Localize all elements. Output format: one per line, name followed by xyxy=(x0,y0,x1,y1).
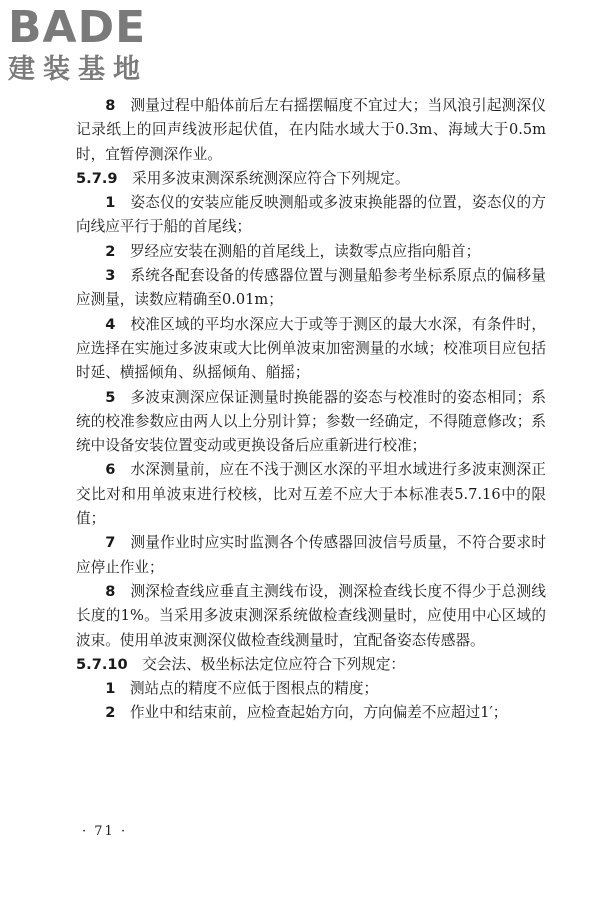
clause-number: 2 xyxy=(105,704,116,722)
clause-number: 5 xyxy=(105,388,116,406)
document-body xyxy=(76,94,546,726)
section-number: 5.7.9 xyxy=(76,169,118,187)
clause-number: 8 xyxy=(105,582,116,600)
clause-6 xyxy=(76,458,546,531)
clause-text: 姿态仪的安装应能反映测船或多波束换能器的位置，姿态仪的方向线应平行于船的首尾线； xyxy=(76,194,546,236)
clause-text: 测站点的精度不应低于图根点的精度； xyxy=(129,680,379,698)
section-text: 交会法、极坐标法定位应符合下列规定： xyxy=(142,655,406,673)
section-5-7-10 xyxy=(76,653,546,677)
clause-number: 1 xyxy=(105,680,116,698)
clause-8 xyxy=(76,94,546,167)
clause-text: 系统各配套设备的传感器位置与测量船参考坐标系原点的偏移量应测量，读数应精确至0.01m； xyxy=(76,267,546,309)
clause-number: 1 xyxy=(105,194,116,212)
section-text: 采用多波束测深系统测深应符合下列规定。 xyxy=(132,169,410,187)
clause-text: 多波束测深应保证测量时换能器的姿态与校准时的姿态相同；系统的校准参数应由两人以上分别计算；参数一经确定，不得随意修改；系统中设备安装位置变动或更换设备后应重新进行校准； xyxy=(76,388,546,455)
clause-1 xyxy=(76,677,546,701)
clause-7 xyxy=(76,531,546,580)
section-number: 5.7.10 xyxy=(76,655,128,673)
clause-8 xyxy=(76,580,546,653)
clause-4 xyxy=(76,313,546,386)
logo-subtitle: 建装基地 xyxy=(8,54,148,85)
clause-text: 测深检查线应垂直主测线布设，测深检查线长度不得少于总测线长度的1%。当采用多波束测深系统做检查线测量时，应使用中心区域的波束。使用单波束测深仪做检查线测量时，宜配备姿态传感器。 xyxy=(76,582,546,649)
clause-text: 测量作业时应实时监测各个传感器回波信号质量，不符合要求时应停止作业； xyxy=(76,534,546,576)
clause-2 xyxy=(76,701,546,725)
clause-text: 测量过程中船体前后左右摇摆幅度不宜过大；当风浪引起测深仪记录纸上的回声线波形起伏值，在内陆水域大于0.3m、海域大于0.5m时，宜暂停测深作业。 xyxy=(76,97,546,163)
logo-wordmark: BADE xyxy=(8,2,147,53)
clause-3 xyxy=(76,264,546,313)
section-5-7-9 xyxy=(76,167,546,191)
page-number: · 71 · xyxy=(82,824,128,839)
clause-text: 罗经应安装在测船的首尾线上，读数零点应指向船首； xyxy=(129,242,481,260)
clause-text: 校准区域的平均水深应大于或等于测区的最大水深，有条件时，应选择在实施过多波束或大比例单波束加密测量的水域；校准项目应包括时延、横摇倾角、纵摇倾角、艏摇； xyxy=(76,315,546,382)
clause-number: 4 xyxy=(105,315,116,333)
clause-number: 2 xyxy=(105,242,116,260)
clause-1 xyxy=(76,191,546,240)
clause-number: 7 xyxy=(105,534,116,552)
clause-2 xyxy=(76,240,546,264)
bade-logo xyxy=(8,4,178,90)
clause-5 xyxy=(76,386,546,459)
clause-number: 8 xyxy=(105,97,116,114)
clause-number: 3 xyxy=(105,267,116,285)
clause-text: 作业中和结束前，应检查起始方向，方向偏差不应超过1′； xyxy=(129,704,508,722)
clause-number: 6 xyxy=(105,461,116,479)
clause-text: 水深测量前，应在不浅于测区水深的平坦水域进行多波束测深正交比对和用单波束进行校核，比对互差不应大于本标准表5.7.16中的限值； xyxy=(76,461,546,528)
